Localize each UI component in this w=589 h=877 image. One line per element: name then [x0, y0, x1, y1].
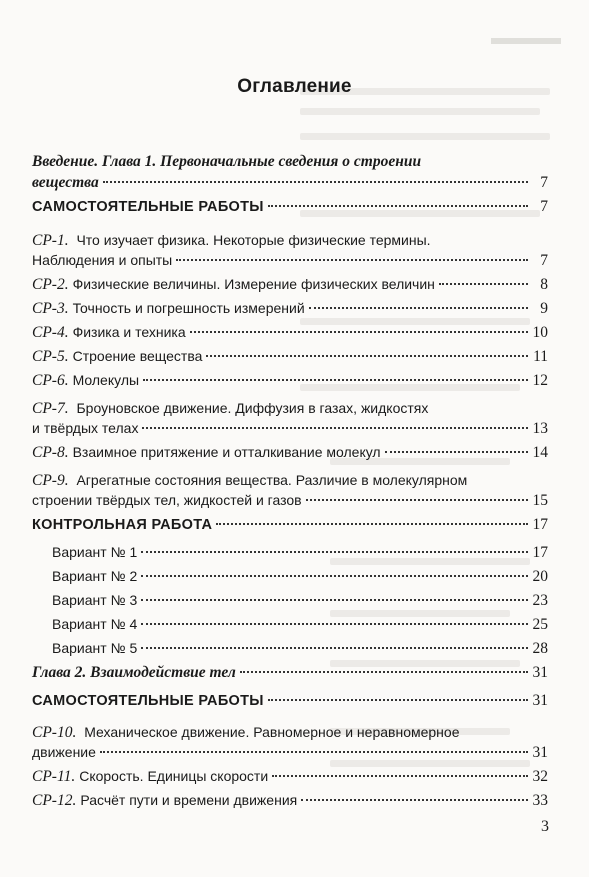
dot-leader: [176, 259, 528, 261]
toc-entry-prefix: СР-1.: [32, 232, 73, 249]
toc-entry-text: Строение вещества: [72, 348, 203, 364]
dot-leader: [141, 575, 528, 577]
dot-leader: [272, 775, 528, 777]
dot-leader: [206, 355, 528, 357]
toc-entry-text: строении твёрдых тел, жидкостей и газов: [32, 492, 302, 508]
toc-entry-text: САМОСТОЯТЕЛЬНЫЕ РАБОТЫ: [32, 693, 264, 709]
toc-entry-prefix: СР-5.: [32, 348, 69, 365]
toc-entry-text: Агрегатные состояния вещества. Различие в молекулярном: [76, 472, 468, 488]
toc-entry[interactable]: [32, 198, 548, 222]
toc-entry[interactable]: [32, 324, 548, 348]
toc-entry[interactable]: [32, 348, 548, 372]
toc-entry-text: КОНТРОЛЬНАЯ РАБОТА: [32, 517, 213, 533]
dot-leader: [141, 623, 528, 625]
toc-entry-text: и твёрдых телах: [32, 420, 139, 436]
toc-entry-page: 10: [532, 324, 548, 341]
toc-entry[interactable]: [32, 640, 548, 664]
toc-entry[interactable]: [32, 276, 548, 300]
toc-entry-text: Точность и погрешность измерений: [72, 300, 305, 316]
toc-entry-page: 25: [532, 616, 548, 633]
toc-entry-page: 13: [532, 420, 548, 437]
toc-entry-text: Расчёт пути и времени движения: [80, 792, 298, 808]
toc-entry-text: Вариант № 5: [52, 640, 138, 656]
toc-entry-page: 23: [532, 592, 548, 609]
dot-leader: [143, 379, 528, 381]
toc-entry-page: 20: [532, 568, 548, 585]
toc-entry-page: 7: [540, 198, 548, 215]
toc-entry-text: Молекулы: [72, 372, 140, 388]
dot-leader: [301, 799, 528, 801]
toc-entry-prefix: СР-4.: [32, 324, 69, 341]
toc-entry-text: Наблюдения и опыты: [32, 252, 173, 268]
toc-entry[interactable]: [32, 692, 548, 716]
toc-entry-page: 15: [532, 492, 548, 509]
toc-entry-prefix: СР-2.: [32, 276, 69, 293]
toc-entry[interactable]: [32, 664, 548, 688]
toc-entry-page: 33: [532, 792, 548, 809]
toc-entry-page: 31: [532, 744, 548, 761]
page-title: Оглавление: [237, 76, 352, 97]
toc-entry-text: Физические величины. Измерение физических величин: [72, 276, 435, 292]
dot-leader: [309, 307, 528, 309]
toc-entry-text: Скорость. Единицы скорости: [79, 768, 269, 784]
dot-leader: [439, 283, 528, 285]
toc-entry[interactable]: [32, 444, 548, 468]
toc-entry[interactable]: [32, 616, 548, 640]
toc-entry-page: 31: [532, 664, 548, 681]
toc-entry-text: Броуновское движение. Диффузия в газах, жидкостях: [76, 400, 429, 416]
toc-entry-prefix: СР-7.: [32, 400, 73, 417]
toc-entry-page: 7: [540, 252, 548, 269]
toc-entry-page: 31: [532, 692, 548, 709]
toc-entry-prefix: СР-3.: [32, 300, 69, 317]
toc-entry[interactable]: [32, 228, 548, 276]
toc-entry-text: Вариант № 4: [52, 616, 138, 632]
toc-entry-prefix: СР-11.: [32, 768, 76, 785]
toc-entry-text: Вариант № 3: [52, 592, 138, 608]
toc-entry[interactable]: [32, 468, 548, 516]
toc-entry[interactable]: [32, 768, 548, 792]
toc-entry-page: 12: [532, 372, 548, 389]
toc-entry[interactable]: [32, 720, 548, 768]
toc-entry-text: Введение. Глава 1. Первоначальные сведения о строении: [32, 153, 422, 170]
dot-leader: [141, 647, 528, 649]
toc-entry[interactable]: [32, 592, 548, 616]
dot-leader: [216, 523, 528, 525]
dot-leader: [190, 331, 528, 333]
toc-entry[interactable]: [32, 396, 548, 444]
toc-entry[interactable]: [32, 150, 548, 198]
table-of-contents: [32, 150, 548, 816]
toc-entry-text: Механическое движение. Равномерное и неравномерное: [84, 724, 460, 740]
dot-leader: [240, 671, 528, 673]
dot-leader: [268, 205, 528, 207]
toc-entry-text: САМОСТОЯТЕЛЬНЫЕ РАБОТЫ: [32, 199, 264, 215]
toc-entry-text: Что изучает физика. Некоторые физические термины.: [76, 232, 431, 248]
toc-entry-prefix: СР-10.: [32, 724, 81, 741]
toc-entry-page: 9: [540, 300, 548, 317]
dot-leader: [100, 751, 528, 753]
dot-leader: [141, 551, 528, 553]
toc-entry-text: Вариант № 1: [52, 544, 138, 560]
toc-entry-prefix: СР-6.: [32, 372, 69, 389]
dot-leader: [141, 599, 528, 601]
toc-entry-page: 14: [532, 444, 548, 461]
dot-leader: [306, 499, 528, 501]
toc-entry-page: 17: [532, 544, 548, 561]
toc-entry[interactable]: [32, 568, 548, 592]
toc-entry-text: Физика и техника: [72, 324, 186, 340]
toc-entry-text: Глава 2. Взаимодействие тел: [32, 664, 236, 681]
toc-entry-page: 8: [540, 276, 548, 293]
dot-leader: [103, 181, 528, 183]
toc-entry[interactable]: [32, 516, 548, 540]
toc-entry[interactable]: [32, 300, 548, 324]
dot-leader: [142, 427, 528, 429]
page-number: 3: [541, 818, 549, 835]
dot-leader: [268, 699, 528, 701]
toc-entry-page: 32: [532, 768, 548, 785]
toc-entry-text: Вариант № 2: [52, 568, 138, 584]
toc-entry-text: Взаимное притяжение и отталкивание молекул: [72, 444, 381, 460]
toc-entry-text: вещества: [32, 174, 99, 191]
toc-entry-page: 17: [532, 516, 548, 533]
toc-entry-prefix: СР-12.: [32, 792, 77, 809]
toc-entry[interactable]: [32, 372, 548, 396]
toc-entry-prefix: СР-8.: [32, 444, 69, 461]
toc-entry-text: движение: [32, 744, 96, 760]
toc-entry[interactable]: [32, 544, 548, 568]
toc-entry[interactable]: [32, 792, 548, 816]
toc-entry-page: 7: [540, 174, 548, 191]
toc-entry-page: 28: [532, 640, 548, 657]
toc-entry-page: 11: [533, 348, 548, 365]
dot-leader: [385, 451, 528, 453]
toc-entry-prefix: СР-9.: [32, 472, 73, 489]
